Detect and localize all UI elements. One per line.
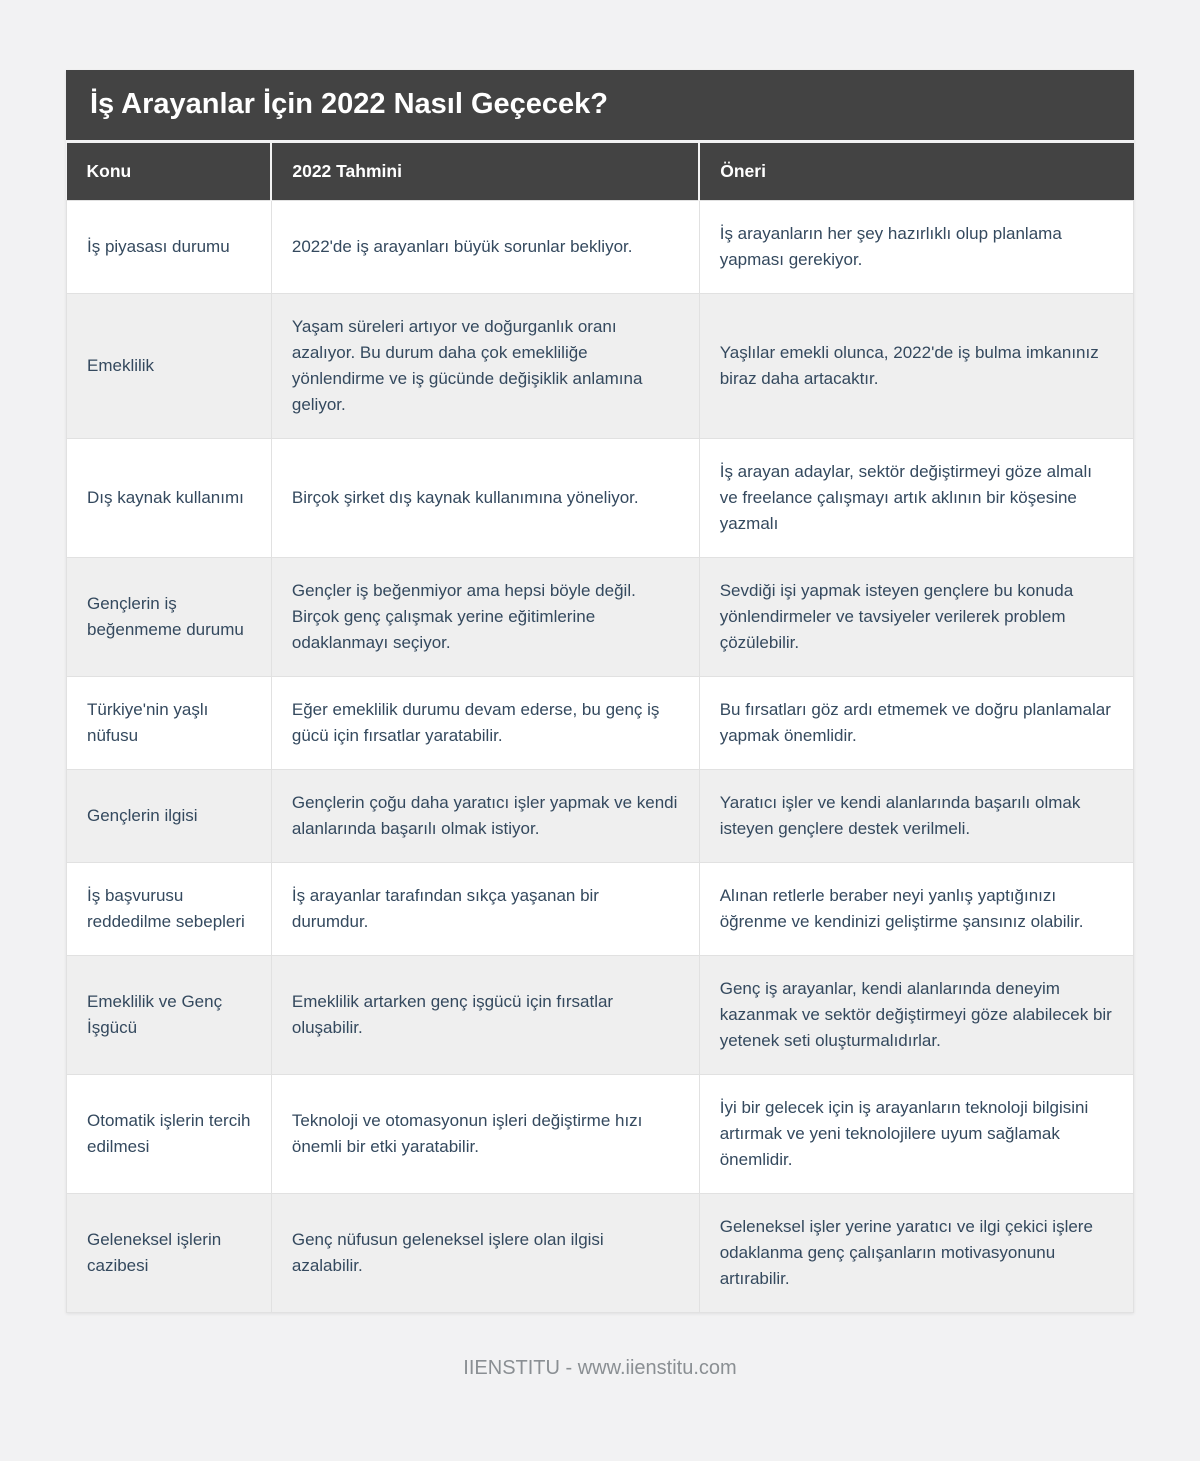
cell-oneri: Sevdiği işi yapmak isteyen gençlere bu konuda yönlendirmeler ve tavsiyeler verilerek problem çözülebilir.	[699, 558, 1133, 677]
column-header-konu: Konu	[67, 143, 272, 201]
table-row	[67, 956, 1134, 1075]
table-header	[67, 143, 1134, 201]
cell-oneri: Geleneksel işler yerine yaratıcı ve ilgi çekici işlere odaklanma genç çalışanların motivasyonunu artırabilir.	[699, 1194, 1133, 1313]
cell-tahmin: Yaşam süreleri artıyor ve doğurganlık oranı azalıyor. Bu durum daha çok emekliliğe yönlendirme ve iş gücünde değişiklik anlamına geliyor.	[271, 294, 699, 439]
table-row	[67, 1075, 1134, 1194]
cell-oneri: İş arayanların her şey hazırlıklı olup planlama yapması gerekiyor.	[699, 201, 1133, 294]
cell-tahmin: Emeklilik artarken genç işgücü için fırsatlar oluşabilir.	[271, 956, 699, 1075]
table-row	[67, 201, 1134, 294]
cell-tahmin: 2022'de iş arayanları büyük sorunlar bekliyor.	[271, 201, 699, 294]
table-header-row	[67, 143, 1134, 201]
cell-konu: Otomatik işlerin tercih edilmesi	[67, 1075, 272, 1194]
cell-konu: Geleneksel işlerin cazibesi	[67, 1194, 272, 1313]
cell-tahmin: İş arayanlar tarafından sıkça yaşanan bir durumdur.	[271, 863, 699, 956]
table-row	[67, 677, 1134, 770]
page-title: İş Arayanlar İçin 2022 Nasıl Geçecek?	[66, 70, 1134, 140]
table-row	[67, 863, 1134, 956]
cell-oneri: Yaratıcı işler ve kendi alanlarında başarılı olmak isteyen gençlere destek verilmeli.	[699, 770, 1133, 863]
cell-oneri: Bu fırsatları göz ardı etmemek ve doğru planlamalar yapmak önemlidir.	[699, 677, 1133, 770]
cell-oneri: Alınan retlerle beraber neyi yanlış yaptığınızı öğrenme ve kendinizi geliştirme şansınız olabilir.	[699, 863, 1133, 956]
cell-tahmin: Genç nüfusun geleneksel işlere olan ilgisi azalabilir.	[271, 1194, 699, 1313]
table-row	[67, 294, 1134, 439]
cell-konu: Türkiye'nin yaşlı nüfusu	[67, 677, 272, 770]
cell-konu: Gençlerin iş beğenmeme durumu	[67, 558, 272, 677]
cell-oneri: İyi bir gelecek için iş arayanların teknoloji bilgisini artırmak ve yeni teknolojilere uyum sağlamak önemlidir.	[699, 1075, 1133, 1194]
cell-oneri: İş arayan adaylar, sektör değiştirmeyi göze almalı ve freelance çalışmayı artık aklının bir köşesine yazmalı	[699, 439, 1133, 558]
cell-konu: Emeklilik ve Genç İşgücü	[67, 956, 272, 1075]
footer-credit: IIENSTITU - www.iienstitu.com	[463, 1357, 737, 1379]
content-table	[66, 143, 1134, 1313]
cell-konu: Dış kaynak kullanımı	[67, 439, 272, 558]
column-header-tahmini: 2022 Tahmini	[271, 143, 699, 201]
table-row	[67, 558, 1134, 677]
table-body	[67, 201, 1134, 1313]
cell-oneri: Yaşlılar emekli olunca, 2022'de iş bulma imkanınız biraz daha artacaktır.	[699, 294, 1133, 439]
table-row	[67, 770, 1134, 863]
cell-tahmin: Gençler iş beğenmiyor ama hepsi böyle değil. Birçok genç çalışmak yerine eğitimlerine odaklanmayı seçiyor.	[271, 558, 699, 677]
cell-tahmin: Birçok şirket dış kaynak kullanımına yöneliyor.	[271, 439, 699, 558]
column-header-oneri: Öneri	[699, 143, 1133, 201]
cell-tahmin: Gençlerin çoğu daha yaratıcı işler yapmak ve kendi alanlarında başarılı olmak istiyor.	[271, 770, 699, 863]
cell-konu: Gençlerin ilgisi	[67, 770, 272, 863]
content-table-container	[66, 70, 1134, 1313]
cell-tahmin: Teknoloji ve otomasyonun işleri değiştirme hızı önemli bir etki yaratabilir.	[271, 1075, 699, 1194]
table-row	[67, 439, 1134, 558]
cell-konu: İş başvurusu reddedilme sebepleri	[67, 863, 272, 956]
cell-konu: Emeklilik	[67, 294, 272, 439]
cell-konu: İş piyasası durumu	[67, 201, 272, 294]
cell-oneri: Genç iş arayanlar, kendi alanlarında deneyim kazanmak ve sektör değiştirmeyi göze alabilecek bir yetenek seti oluşturmalıdırlar.	[699, 956, 1133, 1075]
table-row	[67, 1194, 1134, 1313]
cell-tahmin: Eğer emeklilik durumu devam ederse, bu genç iş gücü için fırsatlar yaratabilir.	[271, 677, 699, 770]
